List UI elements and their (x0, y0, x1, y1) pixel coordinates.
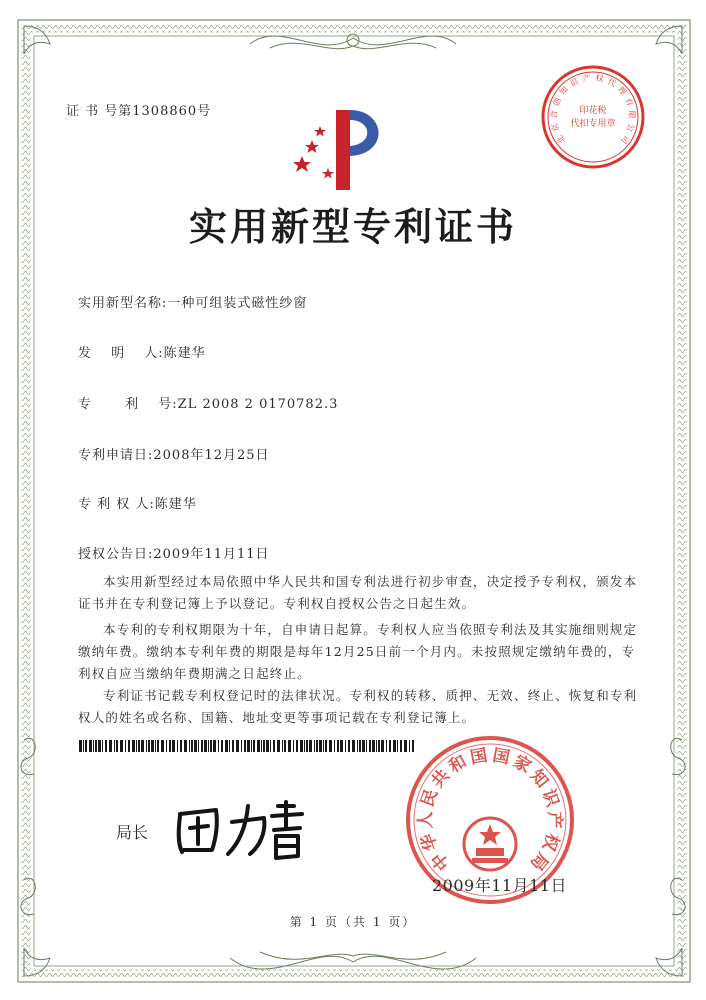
barcode-bar (244, 740, 246, 752)
field-inventor (78, 342, 206, 361)
agency-seal (538, 62, 648, 172)
paragraph-term-and-fees: 本专利的专利权期限为十年，自申请日起算。专利权人应当依照专利法及其实施细则规定缴纳年费。缴纳本专利年费的期限是每年12月25日前一个月内。未按照规定缴纳年费的，专利权自应当缴纳年费期满之日起终止。 (78, 622, 638, 681)
barcode-bar (95, 740, 97, 752)
seal-center-line: 代扣专用章 (570, 119, 616, 129)
certificate-title: 实用新型专利证书 (188, 204, 517, 249)
barcode-bar (319, 740, 322, 752)
barcode-bar (93, 740, 94, 752)
barcode-bar (184, 740, 187, 752)
barcode-bar (314, 740, 315, 752)
barcode-bar (362, 740, 365, 752)
seal-ring-char: 国 (490, 745, 512, 769)
seal-ring-char: 共 (427, 765, 455, 792)
barcode-bar (309, 740, 312, 752)
seal-ring-char: 人 (416, 811, 436, 829)
barcode-bar (300, 740, 303, 752)
seal-ring-char: 局 (525, 848, 553, 875)
field-label: 专 利 号: (78, 397, 178, 412)
barcode-bar (136, 740, 137, 752)
barcode-bar (340, 740, 343, 752)
barcode-bar (208, 740, 209, 752)
barcode-bar (194, 740, 197, 752)
barcode-bar (352, 740, 355, 752)
barcode-bar (148, 740, 150, 752)
barcode-bar (263, 740, 265, 752)
barcode-bar (393, 740, 396, 752)
barcode-bar (288, 740, 291, 752)
barcode-bar (210, 740, 212, 752)
seal-ring-char: 代 (606, 76, 618, 89)
seal-ring-char: 权 (537, 830, 563, 854)
barcode-bar (334, 740, 335, 752)
barcode-bar (198, 740, 199, 752)
barcode-bar (306, 740, 308, 752)
barcode-bar (378, 740, 380, 752)
field-grant-date (78, 543, 270, 562)
barcode-bar (146, 740, 147, 752)
seal-ring-char: 创 (551, 96, 563, 108)
seal-ring-char: 司 (618, 133, 631, 146)
field-label: 实用新型名称: (78, 296, 168, 311)
seal-ring-char: 识 (537, 786, 563, 810)
barcode-bar (270, 740, 271, 752)
page-number: 第 1 页（共 1 页） (289, 915, 417, 929)
field-value: 2009年11月11日 (153, 547, 270, 562)
barcode-bar (277, 740, 280, 752)
barcode-bar (102, 740, 103, 752)
barcode-bar (273, 740, 275, 752)
paragraph-legal-status: 专利证书记载专利权登记时的法律状况。专利权的转移、质押、无效、终止、恢复和专利权人的姓名或名称、国籍、地址变更等事项记载在专利登记簿上。 (78, 688, 638, 725)
issue-date: 2009年11月11日 (432, 876, 567, 895)
barcode-bar (189, 740, 190, 752)
seal-ring-char: 产 (581, 73, 592, 84)
field-utility-model-name (78, 292, 307, 311)
field-application-date (78, 444, 270, 463)
barcode-bar (241, 740, 242, 752)
barcode-bar (85, 740, 87, 752)
barcode-bar (98, 740, 101, 752)
barcode-bar (225, 740, 228, 752)
barcode-bar (114, 740, 115, 752)
barcode-bar (329, 740, 332, 752)
seal-ring-char: 限 (627, 110, 637, 119)
barcode-bar (397, 740, 398, 752)
barcode-bar (348, 740, 350, 752)
field-label: 专利申请日: (78, 448, 154, 463)
barcode-bar (125, 740, 126, 752)
barcode-bar (284, 740, 286, 752)
barcode-bar (372, 740, 375, 752)
barcode-bar (138, 740, 140, 752)
seal-center-line: 印花税 (579, 106, 607, 116)
seal-ring-char: 家 (509, 751, 535, 778)
barcode-bar (201, 740, 203, 752)
barcode-bar (83, 740, 84, 752)
barcode-bar (253, 740, 255, 752)
barcode-bar (229, 740, 230, 752)
barcode-bar (282, 740, 283, 752)
barcode-bar (116, 740, 118, 752)
barcode-bar (191, 740, 193, 752)
seal-ring-char: 公 (625, 122, 636, 133)
seal-ring-char: 华 (417, 830, 443, 854)
barcode-bar (359, 740, 361, 752)
barcode-bar (345, 740, 346, 752)
field-label: 发 明 人: (78, 346, 164, 361)
field-value: 一种可组装式磁性纱窗 (167, 296, 308, 311)
barcode-bar (381, 740, 384, 752)
seal-ring-char: 知 (557, 84, 571, 97)
seal-ring-char: 理 (615, 84, 629, 97)
barcode-bar (161, 740, 164, 752)
seal-ring-char: 京 (550, 122, 561, 133)
seal-ring-char: 国 (468, 745, 490, 769)
sipo-logo-icon (288, 96, 398, 192)
barcode-bar (232, 740, 234, 752)
barcode-bar (247, 740, 250, 752)
seal-ring-char: 北 (555, 133, 568, 146)
barcode-bar (128, 740, 130, 752)
barcode-bar (177, 740, 178, 752)
seal-ring-char: 知 (525, 765, 553, 792)
field-label: 授权公告日: (78, 547, 154, 562)
barcode-bar (151, 740, 154, 752)
barcode-bar (293, 740, 294, 752)
field-patent-number (78, 393, 338, 412)
barcode-bar (323, 740, 324, 752)
barcode-bar (141, 740, 144, 752)
barcode-bar (337, 740, 339, 752)
field-patentee (78, 493, 197, 512)
director-signature (168, 792, 318, 864)
barcode-bar (169, 740, 171, 752)
barcode-bar (204, 740, 207, 752)
barcode-bar (251, 740, 252, 752)
barcode-bar (180, 740, 182, 752)
national-emblem-icon (464, 818, 516, 870)
bottom-ornament (230, 952, 476, 969)
barcode-bar (257, 740, 260, 752)
field-label: 专 利 权 人: (78, 497, 155, 512)
barcode-bar (357, 740, 358, 752)
barcode-bar (325, 740, 327, 752)
field-value: ZL 2008 2 0170782.3 (177, 397, 339, 412)
barcode-bar (366, 740, 367, 752)
barcode-bar (369, 740, 371, 752)
barcode-bar (296, 740, 298, 752)
barcode-bar (172, 740, 175, 752)
barcode-bar (155, 740, 156, 752)
barcode-bar (376, 740, 377, 752)
certificate-number: 证 书 号第1308860号 (66, 104, 212, 119)
seal-ring-char: 产 (544, 811, 564, 829)
barcode-bar (316, 740, 318, 752)
barcode-bar (213, 740, 216, 752)
barcode-bar (236, 740, 239, 752)
barcode-bar (221, 740, 223, 752)
seal-ring-char: 合 (549, 110, 559, 119)
barcode-bar (109, 740, 112, 752)
seal-ring-char: 权 (594, 73, 605, 84)
director-label: 局长 (116, 823, 149, 842)
barcode-bar (89, 740, 92, 752)
field-value: 陈建华 (163, 346, 206, 361)
barcode-bar (386, 740, 387, 752)
barcode-bar (266, 740, 269, 752)
paragraph-grant-statement: 本实用新型经过本局依照中华人民共和国专利法进行初步审查，决定授予专利权，颁发本证书并在专利登记簿上予以登记。专利权自授权公告之日起生效。 (78, 574, 638, 611)
barcode-bar (132, 740, 135, 752)
barcode-bar (218, 740, 219, 752)
barcode (79, 740, 419, 752)
barcode-bar (105, 740, 107, 752)
field-value: 陈建华 (154, 497, 197, 512)
barcode-bar (304, 740, 305, 752)
seal-ring-char: 民 (417, 786, 443, 810)
barcode-bar (120, 740, 123, 752)
field-value: 2008年12月25日 (153, 448, 270, 463)
seal-ring-char: 有 (623, 96, 635, 108)
seal-ring-char: 和 (445, 751, 471, 778)
barcode-bar (261, 740, 262, 752)
seal-ring-char: 中 (427, 848, 455, 875)
barcode-bar (157, 740, 159, 752)
barcode-bar (166, 740, 167, 752)
barcode-bar (389, 740, 391, 752)
seal-ring-char: 识 (568, 76, 580, 89)
barcode-bar (79, 740, 82, 752)
